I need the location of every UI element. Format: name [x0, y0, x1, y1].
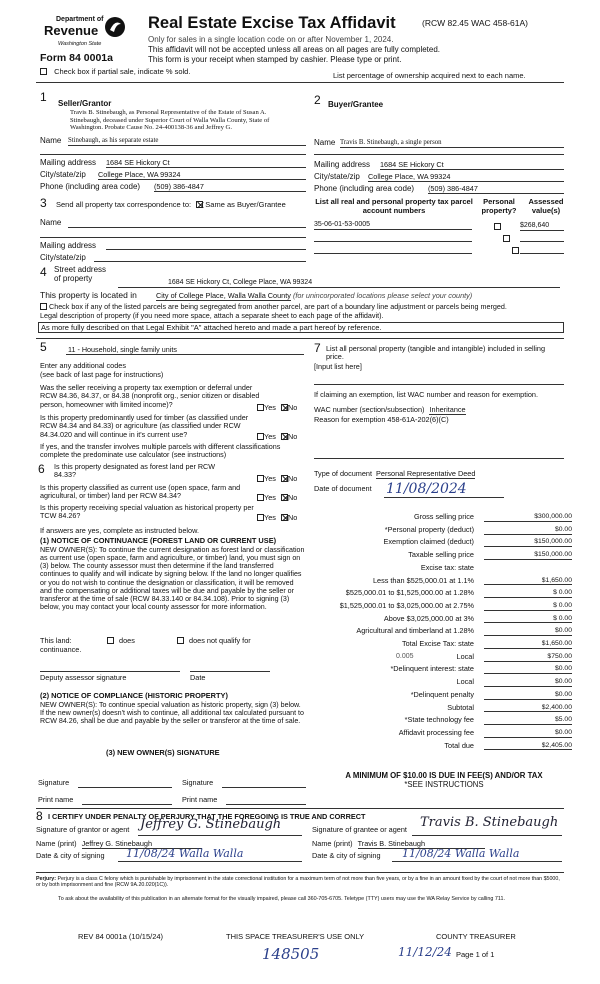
parcel-1[interactable]: 35-06-01-53-0005	[314, 221, 472, 230]
seller-name-label: Name	[40, 136, 62, 145]
claim-label: If claiming an exemption, list WAC number and reason for exemption.	[314, 390, 539, 399]
section-3-number: 3	[40, 196, 47, 210]
doc-date-field[interactable]: 11/08/2024	[386, 481, 467, 497]
tax-row-label: Total Excise Tax: state	[401, 639, 474, 648]
sec6-q2-yes-checkbox[interactable]	[257, 494, 264, 501]
seller-mail-label: Mailing address	[40, 158, 97, 167]
no-label: No	[287, 403, 298, 412]
tax-row-value[interactable]: $5.00	[484, 716, 572, 725]
tax-local-rate: 0.005	[396, 652, 414, 660]
tax-row-value[interactable]: $150,000.00	[484, 551, 572, 560]
dept-line3: Washington State	[58, 41, 102, 47]
codes-sub: (see back of last page for instructions)	[40, 370, 164, 379]
tax-row-label: Excise tax: state	[420, 562, 474, 572]
tax-row-label: Subtotal	[447, 702, 474, 712]
tax-row-value[interactable]: $0.00	[484, 665, 572, 674]
tax-row-value[interactable]: $0.00	[484, 729, 572, 738]
sec6-q3: Is this property receiving special valuation as historical property per TCW 84.26?	[40, 503, 254, 521]
no-label: No	[287, 474, 298, 483]
segregated-label: Check box if any of the listed parcels are being segregated from another parcel, are part of a boundary line adjustment or parcels being merged.	[49, 302, 507, 311]
reason-field[interactable]: 458-61A-202(6)(C)	[387, 415, 449, 424]
tax-row-label: Above $3,025,000.00 at 3%	[383, 613, 474, 623]
legal-label: Legal description of property (if you need more space, attach a separate sheet to each page of the affidavit).	[40, 311, 384, 320]
section-5-number: 5	[40, 340, 47, 354]
form-title: Real Estate Excise Tax Affidavit	[148, 14, 396, 32]
parcels-personal-header: Personal property?	[481, 197, 517, 215]
header-line3: This form is your receipt when stamped by cashier. Please type or print.	[148, 55, 402, 64]
treasurer-only: THIS SPACE TREASURER'S USE ONLY	[226, 932, 365, 941]
not-qualify-checkbox[interactable]	[177, 637, 184, 644]
tax-row-label: *Personal property (deduct)	[384, 524, 474, 534]
dept-line2: Revenue	[44, 23, 99, 38]
located-row	[156, 292, 472, 300]
buyer-phone-label: Phone (including area code)	[314, 184, 415, 193]
sec5-q1-no-checkbox[interactable]	[281, 404, 288, 411]
grantee-name-field[interactable]: Travis B. Stinebaugh	[358, 839, 485, 849]
sec3-name-label: Name	[40, 218, 62, 227]
deputy-signature-label: Deputy assessor signature	[40, 673, 127, 682]
grantor-name-field[interactable]: Jeffrey G. Stinebaugh	[82, 839, 202, 849]
sec3-same-label: Same as Buyer/Grantee	[205, 200, 286, 209]
notice-3-title: (3) NEW OWNER(S) SIGNATURE	[106, 748, 220, 757]
yes-label: Yes	[264, 513, 276, 522]
sec6-q1: Is this property designated as forest land per RCW 84.33?	[54, 462, 215, 480]
owner-print-1-label: Print name	[38, 795, 74, 804]
tax-row-label: Less than $525,000.01 at 1.1%	[372, 575, 474, 585]
owner-signature-2-label: Signature	[182, 778, 214, 787]
seller-title: Seller/Grantor	[58, 99, 112, 108]
section-4-number: 4	[40, 265, 47, 279]
sec3-mail-label: Mailing address	[40, 241, 97, 250]
not-qualify-row	[177, 637, 251, 645]
use-code-field[interactable]: 11 - Household, single family units	[66, 346, 304, 355]
parcel-3-personal-checkbox[interactable]	[512, 247, 519, 254]
sec6-q2: Is this property classified as current use (open space, farm and agricultural, or timber) land per RCW 84.34?	[40, 483, 241, 501]
yes-label: Yes	[264, 403, 276, 412]
perjury-label: Perjury:	[36, 876, 57, 882]
section-1-number: 1	[40, 90, 47, 104]
street-field[interactable]: 1684 SE Hickory Ct, College Place, WA 99324	[118, 279, 560, 288]
tax-row-label: $525,000.01 to $1,525,000.00 at 1.28%	[345, 588, 474, 598]
tax-row-label: Local	[456, 651, 474, 661]
sec6-q1-yes-checkbox[interactable]	[257, 475, 264, 482]
this-land-label: This land:	[40, 636, 72, 645]
grantor-signature-label: Signature of grantor or agent	[36, 825, 130, 834]
form-number: Form 84 0001a	[40, 52, 113, 64]
page-number: Page 1 of 1	[456, 950, 495, 959]
partial-sale-row	[40, 68, 190, 77]
located-label: This property is located in	[40, 290, 137, 300]
tax-row-value[interactable]: $2,405.00	[484, 742, 572, 751]
yes-label: Yes	[264, 474, 276, 483]
reason-row	[314, 416, 449, 424]
tax-row-value[interactable]: $2,400.00	[484, 704, 572, 713]
sec5-q2-yes-checkbox[interactable]	[257, 433, 264, 440]
reason-label: Reason for exemption	[314, 415, 386, 424]
revision: REV 84 0001a (10/15/24)	[78, 932, 164, 941]
sec3-correspondence-row	[56, 201, 286, 210]
sec6-q2-answer	[257, 494, 297, 502]
perjury-text: Perjury is a class C felony which is punishable by imprisonment in the state correctional institution for a maximum term of not more than five years, or by a fine in an amount fixed by the court of not more than $5000, or by both imprisonment and fine (RCW 9A.20.020(1C)).	[36, 876, 560, 889]
see-instructions: *SEE INSTRUCTIONS	[404, 780, 484, 789]
grantee-signature[interactable]: Travis B. Stinebaugh	[420, 815, 559, 830]
seller-mail-field[interactable]: 1684 SE Hickory Ct	[106, 159, 306, 168]
tax-row-label: Gross selling price	[413, 512, 474, 521]
sec6-if-any: If answers are yes, complete as instructed below.	[40, 526, 199, 535]
no-label: No	[287, 493, 298, 502]
tax-row-label: Taxable selling price	[408, 550, 474, 560]
parcel-2-personal-checkbox[interactable]	[503, 235, 510, 242]
seller-phone-field[interactable]: (509) 386-4847	[154, 183, 306, 192]
grantee-name-label: Name (print)	[312, 839, 353, 848]
sec6-q3-no-checkbox[interactable]	[281, 514, 288, 521]
wac-label: WAC number (section/subsection)	[314, 405, 425, 414]
does-label: does	[119, 636, 135, 645]
owner-signature-1-label: Signature	[38, 778, 70, 787]
doc-type-field[interactable]: Personal Representative Deed	[376, 469, 476, 478]
tax-row-value[interactable]: $300,000.00	[484, 513, 572, 522]
sec3-city-label: City/state/zip	[40, 253, 86, 262]
legal-description-field[interactable]: As more fully described on that Legal Exhibit "A" attached hereto and made a part hereof by reference.	[38, 322, 564, 333]
sec5-q2-answer	[257, 433, 297, 441]
tax-row-label: Agricultural and timberland at 1.28%	[356, 626, 474, 636]
grantor-name-label: Name (print)	[36, 839, 77, 848]
deputy-date-label: Date	[190, 673, 206, 682]
notice-2-title: (2) NOTICE OF COMPLIANCE (HISTORIC PROPERTY)	[40, 691, 228, 700]
sec5-q2: Is this property predominantly used for timber (as classified under RCW 84.34 and 84.33) or agriculture (as classified under RCW 84.34.020 and will continue in it's current use?	[40, 413, 249, 439]
sec5-q1-yes-checkbox[interactable]	[257, 404, 264, 411]
not-qualify-label: does not qualify for	[189, 636, 251, 645]
dept-line1: Department of	[56, 16, 104, 23]
does-row	[107, 637, 135, 645]
tax-row-value[interactable]: $ 0.00	[484, 602, 572, 611]
parcel-1-personal-checkbox[interactable]	[494, 223, 501, 230]
same-as-buyer-checkbox[interactable]	[196, 201, 203, 208]
buyer-phone-field[interactable]: (509) 386-4847	[428, 185, 564, 194]
certify-statement: I CERTIFY UNDER PENALTY OF PERJURY THAT THE FOREGOING IS TRUE AND CORRECT	[48, 812, 366, 821]
section-2-number: 2	[314, 93, 321, 107]
tax-row-value[interactable]: $0.00	[484, 526, 572, 535]
wac-field[interactable]: Inheritance	[429, 405, 466, 414]
buyer-mail-field[interactable]: 1684 SE Hickory Ct	[380, 161, 564, 170]
wac-row	[314, 406, 466, 414]
section-7-number: 7	[314, 341, 321, 355]
tax-row-value[interactable]: $0.00	[484, 627, 572, 636]
sec5-q3: If yes, and the transfer involves multiple parcels with different classifications complete the predominate use calculator (see instructions)	[40, 442, 281, 460]
sec7-label: List all personal property (tangible and intangible) included in selling price.	[326, 344, 546, 362]
tax-row-value[interactable]: $ 0.00	[484, 589, 572, 598]
tax-row-label: Affidavit processing fee	[398, 727, 474, 737]
buyer-name-field[interactable]: Travis B. Stinebaugh, a single person	[340, 139, 564, 148]
tax-row-value[interactable]: $ 0.00	[484, 615, 572, 624]
sec6-q3-answer	[257, 514, 297, 522]
sec6-q1-no-checkbox[interactable]	[281, 475, 288, 482]
parcel-1-value[interactable]: $268,640	[520, 222, 564, 231]
header-line2: This affidavit will not be accepted unless all areas on all pages are fully completed.	[148, 45, 441, 54]
tax-row-value[interactable]: $1,650.00	[484, 640, 572, 649]
doc-type-row	[314, 470, 475, 478]
seller-city-field[interactable]: College Place, WA 99324	[98, 171, 306, 180]
tax-row-label: *Delinquent interest: state	[390, 664, 474, 674]
tax-row-value[interactable]: $0.00	[484, 691, 572, 700]
perjury-notice	[36, 876, 564, 888]
buyer-city-label: City/state/zip	[314, 172, 360, 181]
codes-label: Enter any additional codes	[40, 361, 126, 370]
no-label: No	[287, 432, 298, 441]
section-6-number: 6	[38, 462, 45, 476]
no-label: No	[287, 513, 298, 522]
tax-row-label: $1,525,000.01 to $3,025,000.00 at 2.75%	[339, 600, 474, 610]
tax-row-value[interactable]: $150,000.00	[484, 538, 572, 547]
located-note: (for unincorporated locations please select your county)	[292, 291, 473, 300]
buyer-name-label: Name	[314, 138, 336, 147]
revenue-swirl-icon	[104, 16, 126, 38]
parcels-assessed-header: Assessed value(s)	[528, 197, 564, 215]
partial-sale-label: Check box if partial sale, indicate % sold.	[54, 67, 191, 76]
buyer-city-field[interactable]: College Place, WA 99324	[368, 173, 564, 182]
seller-phone-label: Phone (including area code)	[40, 182, 141, 191]
yes-label: Yes	[264, 432, 276, 441]
notice-1-title: (1) NOTICE OF CONTINUANCE (FOREST LAND OR CURRENT USE)	[40, 536, 277, 545]
sec3-label: Send all property tax correspondence to:	[56, 200, 192, 209]
notice-2-body: NEW OWNER(S): To continue special valuation as historic property, sign (3) below. If the new owner(s) doesn't wish to continue, all additional tax calculated pursuant to RCW 84.26, shall be due and payable by the seller or transferor at the time of sale.	[40, 701, 304, 726]
parcels-header: List all real and personal property tax parcel account numbers	[315, 197, 473, 215]
street-label: Street address of property	[54, 265, 107, 284]
sec6-q1-answer	[257, 475, 297, 483]
tax-row-label: Local	[456, 677, 474, 687]
receipt-date: 11/12/24	[398, 945, 452, 959]
alt-format-note: To ask about the availability of this publication in an alternate format for the visually impaired, please call 360-705-6705. Teletype (TTY) users may use the WA Relay Service by calling 711.	[58, 896, 505, 902]
segregated-checkbox[interactable]	[40, 303, 47, 310]
receipt-number: 148505	[262, 945, 320, 963]
owner-print-2-label: Print name	[182, 795, 218, 804]
yes-label: Yes	[264, 493, 276, 502]
tax-row-value[interactable]: $1,650.00	[484, 577, 572, 586]
sec6-q2-no-checkbox[interactable]	[281, 494, 288, 501]
buyer-title: Buyer/Grantee	[328, 100, 384, 109]
header-line1: Only for sales in a single location code on or after November 1, 2024.	[148, 35, 394, 44]
tax-row-label: *Delinquent penalty	[410, 689, 474, 699]
tax-row-value[interactable]: $0.00	[484, 678, 572, 687]
personal-property-input[interactable]: [Input list here]	[314, 362, 362, 371]
ownership-note: List percentage of ownership acquired next to each name.	[333, 71, 526, 80]
doc-date-label: Date of document	[314, 484, 372, 493]
grantor-date-field[interactable]: 11/08/24 Walla Walla	[126, 847, 244, 860]
tax-row-label: Exemption claimed (deduct)	[383, 537, 474, 547]
continuance-label: continuance.	[40, 645, 82, 654]
grantor-signature[interactable]: Jeffrey G. Stinebaugh	[140, 817, 282, 832]
notice-1-body: NEW OWNER(S): To continue the current designation as forest land or classification as current use (open space, farm and agriculture, or timber) land, you must sign on (3) below. The county assessor must then determine if the land transferred continues to qualify and will indicate by signing below. If the land no longer qualifies or you do not wish to continue the designation or classification, it will be removed and the compensating or additional taxes will be due and payable by the seller or transferor at the time of sale (RCW 84.33.140 or 84.34.108). Prior to signing (3) below, you may contact your local county assessor for more information.	[40, 546, 305, 612]
dor-logo	[36, 14, 128, 50]
tax-row-label: Total due	[444, 740, 474, 750]
seller-description: Travis B. Stinebaugh, as Personal Representative of the Estate of Susan A. Stinebaugh, deceased under Superior Court of Walla Walla County, State of Washington. Probate Cause No. 24-400138-36 and Jeffrey G.	[70, 109, 270, 132]
grantor-date-label: Date & city of signing	[36, 851, 105, 860]
grantee-date-field[interactable]: 11/08/24 Walla Walla	[402, 847, 520, 860]
seller-name-field[interactable]: Stinebaugh, as his separate estate	[68, 137, 306, 146]
county-treasurer: COUNTY TREASURER	[436, 932, 516, 941]
tax-row-value[interactable]: $750.00	[484, 653, 572, 662]
minimum-due: A MINIMUM OF $10.00 IS DUE IN FEE(S) AND/OR TAX	[345, 771, 543, 780]
sec6-q3-yes-checkbox[interactable]	[257, 514, 264, 521]
buyer-mail-label: Mailing address	[314, 160, 371, 169]
sec5-q1-answer	[257, 404, 297, 412]
doc-type-label: Type of document	[314, 469, 373, 478]
partial-sale-checkbox[interactable]	[40, 68, 47, 75]
does-checkbox[interactable]	[107, 637, 114, 644]
section-8-number: 8	[36, 809, 43, 823]
sec5-q2-no-checkbox[interactable]	[281, 433, 288, 440]
located-field[interactable]: City of College Place, Walla Walla County	[156, 291, 291, 300]
tax-row-label: *State technology fee	[404, 715, 474, 725]
seller-city-label: City/state/zip	[40, 170, 86, 179]
grantee-date-label: Date & city of signing	[312, 851, 381, 860]
sec5-q1: Was the seller receiving a property tax exemption or deferral under RCW 84.36, 84.37, or 84.38 (nonprofit org., senior citizen or disabled person, homeowner with limited income)?	[40, 383, 260, 409]
grantee-signature-label: Signature of grantee or agent	[312, 825, 407, 834]
form-title-ref: (RCW 82.45 WAC 458-61A)	[422, 18, 528, 28]
